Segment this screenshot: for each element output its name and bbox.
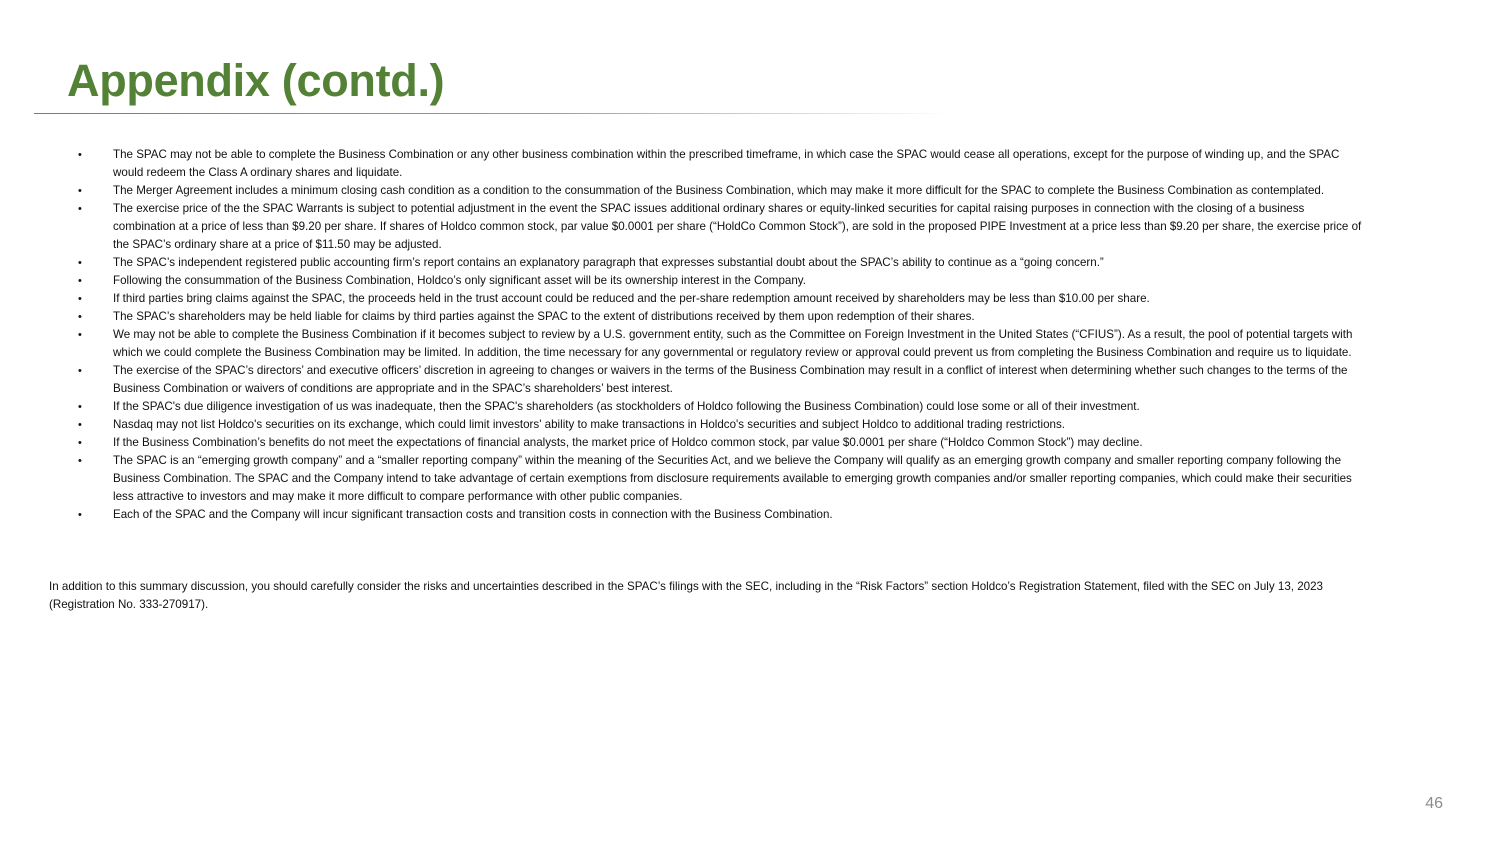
bullet-icon: • bbox=[78, 257, 82, 269]
bullet-icon: • bbox=[78, 149, 82, 161]
bullet-icon: • bbox=[78, 419, 82, 431]
page-number: 46 bbox=[1425, 795, 1443, 812]
bullet-icon: • bbox=[78, 509, 82, 521]
list-item bbox=[78, 326, 1368, 362]
bullet-icon: • bbox=[78, 275, 82, 287]
list-item bbox=[78, 452, 1368, 506]
risk-bullet-list bbox=[78, 146, 1368, 524]
list-item bbox=[78, 434, 1368, 452]
page-title: Appendix (contd.) bbox=[67, 55, 445, 106]
list-item-text: The SPAC’s independent registered public accounting firm’s report contains an explanatory paragraph that expresses substantial doubt about the SPAC’s ability to continue as a “going concern.” bbox=[113, 256, 1104, 269]
list-item bbox=[78, 362, 1368, 398]
list-item bbox=[78, 272, 1368, 290]
bullet-icon: • bbox=[78, 329, 82, 341]
list-item-text: If the SPAC's due diligence investigation of us was inadequate, then the SPAC's shareholders (as stockholders of Holdco following the Business Combination) could lose some or all of their investment. bbox=[113, 400, 1140, 413]
list-item-text: The Merger Agreement includes a minimum closing cash condition as a condition to the consummation of the Business Combination, which may make it more difficult for the SPAC to complete the Business Combination as contemplated. bbox=[113, 184, 1325, 197]
list-item-text: We may not be able to complete the Business Combination if it becomes subject to review by a U.S. government entity, such as the Committee on Foreign Investment in the United States (“CFIUS”). As a result, the pool of potential targets with which we could complete the Business Combination may be limited. In addition, the time necessary for any governmental or regulatory review or approval could prevent us from completing the Business Combination and require us to liquidate. bbox=[113, 328, 1353, 359]
list-item bbox=[78, 506, 1368, 524]
list-item bbox=[78, 200, 1368, 254]
list-item-text: If third parties bring claims against the SPAC, the proceeds held in the trust account could be reduced and the per-share redemption amount received by shareholders may be less than $10.00 per share. bbox=[113, 292, 1150, 305]
list-item-text: The SPAC may not be able to complete the Business Combination or any other business combination within the prescribed timeframe, in which case the SPAC would cease all operations, except for the purpose of winding up, and the SPAC would redeem the Class A ordinary shares and liquidate. bbox=[113, 148, 1340, 179]
bullet-icon: • bbox=[78, 185, 82, 197]
list-item-text: Each of the SPAC and the Company will incur significant transaction costs and transition costs in connection with the Business Combination. bbox=[113, 508, 833, 521]
list-item-text: The SPAC’s shareholders may be held liable for claims by third parties against the SPAC to the extent of distributions received by them upon redemption of their shares. bbox=[113, 310, 975, 323]
bullet-icon: • bbox=[78, 293, 82, 305]
list-item-text: Following the consummation of the Business Combination, Holdco’s only significant asset will be its ownership interest in the Company. bbox=[113, 274, 806, 287]
title-divider bbox=[34, 113, 954, 114]
list-item bbox=[78, 416, 1368, 434]
list-item bbox=[78, 254, 1368, 272]
list-item-text: The exercise of the SPAC’s directors’ and executive officers’ discretion in agreeing to changes or waivers in the terms of the Business Combination may result in a conflict of interest when determining whether such changes to the terms of the Business Combination or waivers of conditions are appropriate and in the SPAC’s shareholders’ best interest. bbox=[113, 364, 1348, 395]
bullet-icon: • bbox=[78, 455, 82, 467]
list-item bbox=[78, 146, 1368, 182]
bullet-icon: • bbox=[78, 365, 82, 377]
list-item bbox=[78, 290, 1368, 308]
list-item-text: Nasdaq may not list Holdco's securities on its exchange, which could limit investors' ability to make transactions in Holdco's securities and subject Holdco to additional trading restrictions. bbox=[113, 418, 1065, 431]
list-item bbox=[78, 182, 1368, 200]
list-item-text: The exercise price of the the SPAC Warrants is subject to potential adjustment in the event the SPAC issues additional ordinary shares or equity-linked securities for capital raising purposes in connection with the closing of a business combination at a price of less than $9.20 per share. If shares of Holdco common stock, par value $0.0001 per share (“HoldCo Common Stock”), are sold in the proposed PIPE Investment at a price less than $9.20 per share, the exercise price of the SPAC’s ordinary share at a price of $11.50 may be adjusted. bbox=[113, 202, 1362, 251]
bullet-icon: • bbox=[78, 437, 82, 449]
bullet-icon: • bbox=[78, 203, 82, 215]
list-item bbox=[78, 398, 1368, 416]
list-item bbox=[78, 308, 1368, 326]
closing-paragraph: In addition to this summary discussion, you should carefully consider the risks and uncertainties described in the SPAC’s filings with the SEC, including in the “Risk Factors” section Holdco’s Registration Statement, filed with the SEC on July 13, 2023 (Registration No. 333-270917). bbox=[49, 580, 1324, 611]
list-item-text: The SPAC is an “emerging growth company” and a “smaller reporting company” within the meaning of the Securities Act, and we believe the Company will qualify as an emerging growth company and smaller reporting company following the Business Combination. The SPAC and the Company intend to take advantage of certain exemptions from disclosure requirements available to emerging growth companies and/or smaller reporting companies, which could make their securities less attractive to investors and may make it more difficult to compare performance with other public companies. bbox=[113, 454, 1352, 503]
bullet-icon: • bbox=[78, 401, 82, 413]
list-item-text: If the Business Combination’s benefits do not meet the expectations of financial analysts, the market price of Holdco common stock, par value $0.0001 per share (“Holdco Common Stock”) may decline. bbox=[113, 436, 1143, 449]
bullet-icon: • bbox=[78, 311, 82, 323]
